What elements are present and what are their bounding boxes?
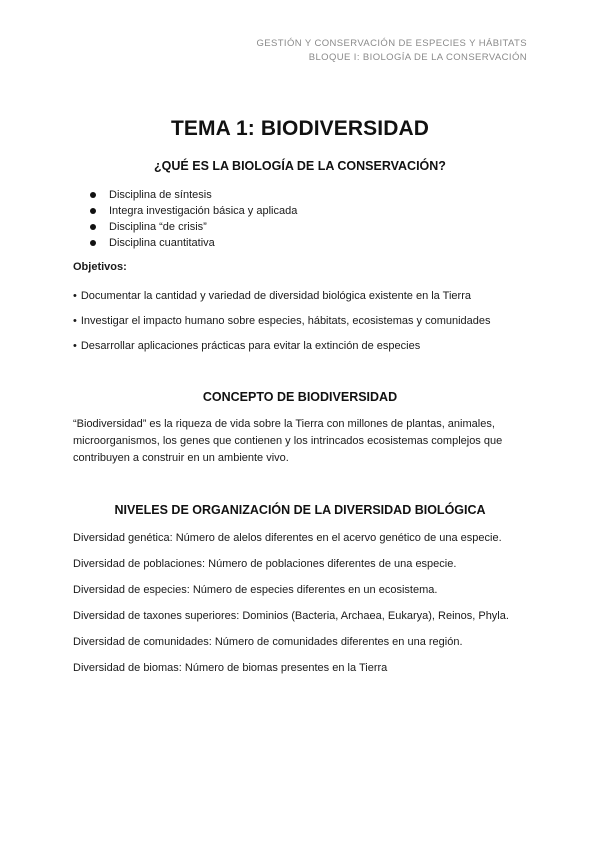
level-item: Diversidad de taxones superiores: Dominios (Bacteria, Archaea, Eukarya), Reinos, Phyla. [73, 610, 509, 622]
list-item-text: Disciplina de síntesis [109, 189, 212, 201]
list-item-text: Integra investigación básica y aplicada [109, 205, 298, 217]
objectives-list [73, 288, 491, 363]
bullet-icon: • [73, 290, 77, 302]
running-header [256, 37, 527, 65]
objectives-label: Objetivos: [73, 261, 127, 273]
characteristics-list [88, 187, 297, 251]
list-item-text: Disciplina cuantitativa [109, 237, 215, 249]
level-item: Diversidad de poblaciones: Número de poblaciones diferentes de una especie. [73, 558, 457, 570]
level-item: Diversidad genética: Número de alelos diferentes en el acervo genético de una especie. [73, 532, 502, 544]
section-heading-concept: CONCEPTO DE BIODIVERSIDAD [202, 390, 398, 404]
page-title: TEMA 1: BIODIVERSIDAD [170, 117, 429, 140]
objective-item [73, 313, 491, 338]
paragraph-line: contribuyen a construir en un ambiente vivo. [73, 452, 289, 464]
objective-item [73, 288, 491, 313]
bullet-icon [90, 192, 96, 198]
level-item: Diversidad de comunidades: Número de comunidades diferentes en una región. [73, 636, 463, 648]
bullet-icon: • [73, 315, 77, 327]
list-item [88, 219, 297, 235]
bullet-icon: • [73, 340, 77, 352]
concept-paragraph [73, 416, 533, 467]
list-item-text: Disciplina “de crisis” [109, 221, 207, 233]
level-item: Diversidad de biomas: Número de biomas presentes en la Tierra [73, 662, 388, 674]
bullet-icon [90, 224, 96, 230]
level-item: Diversidad de especies: Número de especies diferentes en un ecosistema. [73, 584, 438, 596]
objective-text: Documentar la cantidad y variedad de diversidad biológica existente en la Tierra [80, 290, 471, 302]
levels-list [73, 530, 509, 686]
bullet-icon [90, 240, 96, 246]
section-heading-levels: NIVELES DE ORGANIZACIÓN DE LA DIVERSIDAD BIOLÓGICA [114, 503, 486, 517]
list-item [88, 203, 297, 219]
paragraph-line: microorganismos, los genes que contienen y los intrincados ecosistemas complejos que [73, 435, 503, 447]
objective-item [73, 338, 491, 363]
list-item [88, 187, 297, 203]
objective-text: Desarrollar aplicaciones prácticas para evitar la extinción de especies [80, 340, 421, 352]
paragraph-line: “Biodiversidad” es la riqueza de vida sobre la Tierra con millones de plantas, animales, [73, 418, 495, 430]
header-course-title: GESTIÓN Y CONSERVACIÓN DE ESPECIES Y HÁBITATS [256, 38, 527, 49]
header-block-title: BLOQUE I: BIOLOGÍA DE LA CONSERVACIÓN [308, 52, 527, 63]
objective-text: Investigar el impacto humano sobre especies, hábitats, ecosistemas y comunidades [80, 315, 491, 327]
list-item [88, 235, 297, 251]
section-heading-what-is: ¿QUÉ ES LA BIOLOGÍA DE LA CONSERVACIÓN? [154, 159, 446, 173]
bullet-icon [90, 208, 96, 214]
